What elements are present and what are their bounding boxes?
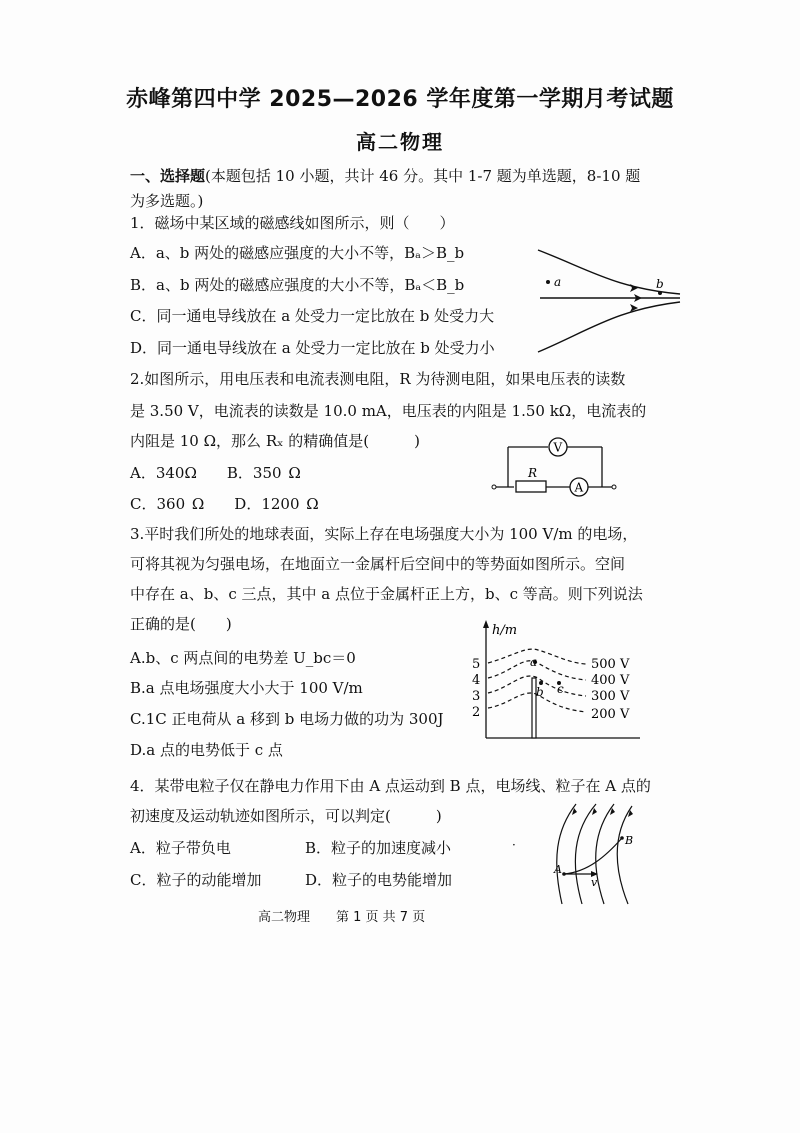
question-1-option-c: C．同一通电导线放在 a 处受力一定比放在 b 处受力大 [130,307,495,325]
section-description: (本题包括 10 小题，共计 46 分。其中 1-7 题为单选题，8-10 题 [205,167,641,185]
resistor-symbol [516,481,546,492]
question-1-option-a: A．a、b 两处的磁感应强度的大小不等，Bₐ＞B_b [130,244,465,262]
question-4-option-a: A．粒子带负电 [130,839,231,857]
h-axis-label: h/m [492,623,518,638]
question-4-option-d: D．粒子的电势能增加 [305,871,453,889]
equipotential-figure [468,618,648,748]
potential-400: 400 V [591,673,630,688]
question-3-option-a: A.b、c 两点间的电势差 U_bc＝0 [130,649,356,667]
question-3-stem-line1: 3.平时我们所处的地球表面，实际上存在电场强度大小为 100 V/m 的电场， [130,525,638,543]
tick-2: 2 [472,705,481,720]
point-B-label: B [625,834,634,847]
tick-4: 4 [472,673,481,688]
point-B-marker [620,836,624,840]
question-4-option-c: C．粒子的动能增加 [130,871,262,889]
point-A-marker [562,872,566,876]
voltmeter-label: V [553,440,563,455]
question-3-option-d: D.a 点的电势低于 c 点 [130,741,283,759]
field-arrow-upper [630,284,638,292]
potential-500: 500 V [591,657,630,672]
section-heading: 一、选择题 [130,167,206,185]
question-2-options-row2: C．360 Ω D．1200 Ω [130,495,319,513]
potential-200: 200 V [591,707,630,722]
question-1-option-d: D．同一通电导线放在 a 处受力一定比放在 b 处受力小 [130,339,495,357]
question-4-option-b: B．粒子的加速度减小 [305,839,452,857]
terminal-right [612,485,616,489]
question-2-options-row1: A．340Ω B．350 Ω [130,464,301,482]
fig3-point-a: a [530,655,538,669]
point-b-dot [658,291,662,295]
point-b-label: b [656,277,664,291]
magnetic-field-figure [530,240,690,360]
page-footer: 高二物理 第 1 页 共 7 页 [258,910,426,925]
field-line-4 [617,806,632,904]
section-header [130,165,640,186]
field-line-1 [557,804,576,904]
question-4-stem-line1: 4．某带电粒子仅在静电力作用下由 A 点运动到 B 点，电场线、粒子在 A 点的 [130,777,651,795]
fig3-point-c: c [557,682,564,696]
question-3-stem-line4: 正确的是( ) [130,615,232,633]
question-2-stem-line1: 2.如图所示，用电压表和电流表测电阻，R 为待测电阻，如果电压表的读数 [130,370,626,388]
question-1-stem: 1．磁场中某区域的磁感线如图所示，则（ ） [130,214,455,232]
exam-subject: 高二物理 [356,130,444,154]
resistor-label: R [528,466,538,480]
question-2-stem-line2: 是 3.50 V，电流表的读数是 10.0 mA，电压表的内阻是 1.50 kΩ，电流表的 [130,402,647,420]
trajectory-curve [564,838,622,874]
field-line-2 [575,804,596,904]
point-a-label: a [554,275,562,289]
potential-300: 300 V [591,689,630,704]
question-3-stem-line2: 可将其视为匀强电场，在地面立一金属杆后空间中的等势面如图所示。空间 [130,555,626,573]
question-3-stem-line3: 中存在 a、b、c 三点，其中 a 点位于金属杆正上方，b、c 等高。则下列说法 [130,585,643,603]
ammeter-label: A [574,480,584,495]
question-2-stem-line3: 内阻是 10 Ω，那么 Rₓ 的精确值是( ) [130,432,420,450]
stray-dot: · [512,838,516,852]
question-3-option-c: C.1C 正电荷从 a 移到 b 电场力做的功为 300J [130,710,444,728]
tick-3: 3 [472,689,481,704]
question-1-option-b: B．a、b 两处的磁感应强度的大小不等，Bₐ＜B_b [130,276,465,294]
question-3-option-b: B.a 点电场强度大小大于 100 V/m [130,679,363,697]
tick-5: 5 [472,657,481,672]
circuit-figure [490,435,620,495]
point-A-label: A [554,863,562,876]
question-4-stem-line2: 初速度及运动轨迹如图所示，可以判定( ) [130,807,442,825]
terminal-left [492,485,496,489]
fig3-point-b: b [536,685,544,699]
field-line-lower [538,302,680,352]
velocity-label: v [591,876,598,889]
exam-title: 赤峰第四中学 2025—2026 学年度第一学期月考试题 [126,87,674,112]
field-lines-figure [548,800,658,910]
section-description-line2: 为多选题。) [130,192,204,210]
field-line-3 [596,804,614,904]
point-a-dot [546,280,550,284]
